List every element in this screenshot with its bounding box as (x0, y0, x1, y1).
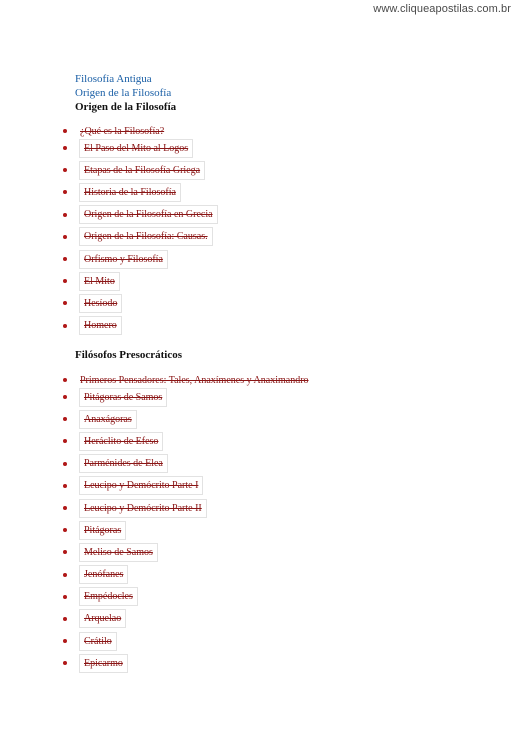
topic-link[interactable]: Origen de la Filosofía en Grecia (79, 205, 218, 224)
list-item (60, 519, 314, 541)
topic-link[interactable]: Historia de la Filosofía (79, 183, 181, 202)
bullet-icon (63, 301, 67, 305)
topic-list-origen (60, 125, 218, 337)
bullet-icon (63, 639, 67, 643)
page-title: Origen de la Filosofía (75, 101, 177, 113)
list-item (60, 137, 218, 159)
list-item (60, 204, 218, 226)
bullet-icon (63, 257, 67, 261)
list-item (60, 652, 314, 674)
bullet-icon (63, 235, 67, 239)
list-item (60, 475, 314, 497)
section-heading-presocraticos: Filósofos Presocráticos (75, 349, 183, 361)
list-item (60, 453, 314, 475)
list-item (60, 564, 314, 586)
topic-link[interactable]: Hesíodo (79, 294, 122, 313)
bullet-icon (63, 129, 67, 133)
list-item (60, 270, 218, 292)
topic-link[interactable]: Crátilo (79, 632, 117, 651)
bullet-icon (63, 595, 67, 599)
bullet-icon (63, 279, 67, 283)
list-item (60, 430, 314, 452)
topic-link[interactable]: El Paso del Mito al Logos (79, 139, 193, 158)
topic-link[interactable]: Meliso de Samos (79, 543, 158, 562)
list-item (60, 586, 314, 608)
list-item (60, 408, 314, 430)
topic-link[interactable]: ¿Qué es la Filosofía? (80, 125, 165, 137)
list-item (60, 226, 218, 248)
topic-link[interactable]: El Mito (79, 272, 120, 291)
bullet-icon (63, 190, 67, 194)
list-item (60, 497, 314, 519)
bullet-icon (63, 506, 67, 510)
bullet-icon (63, 146, 67, 150)
topic-link[interactable]: Leucipo y Demócrito Parte II (79, 499, 207, 518)
bullet-icon (63, 439, 67, 443)
bullet-icon (63, 168, 67, 172)
bullet-icon (63, 213, 67, 217)
topic-link[interactable]: Parménides de Elea (79, 454, 168, 473)
topic-link[interactable]: Etapas de la Filosofía Griega (79, 161, 205, 180)
topic-link[interactable]: Homero (79, 316, 122, 335)
topic-link[interactable]: Origen de la Filosofía: Causas. (79, 227, 213, 246)
bullet-icon (63, 417, 67, 421)
topic-link[interactable]: Epicarmo (79, 654, 128, 673)
bullet-icon (63, 378, 67, 382)
topic-link[interactable]: Primeros Pensadores: Tales, Anaxímenes y Anaximandro (80, 374, 309, 386)
topic-link[interactable]: Heráclito de Efeso (79, 432, 163, 451)
breadcrumb (75, 72, 176, 114)
topic-link[interactable]: Arquelao (79, 609, 126, 628)
list-item (60, 630, 314, 652)
topic-link[interactable]: Empédocles (79, 587, 138, 606)
site-url-header: www.cliqueapostilas.com.br (373, 3, 511, 15)
bullet-icon (63, 462, 67, 466)
list-item (60, 386, 314, 408)
breadcrumb-link-filosofia-antigua[interactable]: Filosofía Antigua (75, 73, 152, 85)
bullet-icon (63, 395, 67, 399)
bullet-icon (63, 550, 67, 554)
list-item (60, 541, 314, 563)
list-item (60, 125, 218, 137)
list-item (60, 248, 218, 270)
topic-link[interactable]: Jenófanes (79, 565, 128, 584)
list-item (60, 315, 218, 337)
bullet-icon (63, 573, 67, 577)
bullet-icon (63, 324, 67, 328)
list-item (60, 292, 218, 314)
topic-link[interactable]: Pitágoras (79, 521, 126, 540)
breadcrumb-link-origen-filosofia[interactable]: Origen de la Filosofía (75, 87, 172, 99)
topic-list-presocraticos (60, 374, 314, 674)
topic-link[interactable]: Pitágoras de Samos (79, 388, 167, 407)
list-item (60, 608, 314, 630)
bullet-icon (63, 617, 67, 621)
list-item (60, 374, 314, 386)
list-item (60, 181, 218, 203)
bullet-icon (63, 484, 67, 488)
bullet-icon (63, 528, 67, 532)
topic-link[interactable]: Anaxágoras (79, 410, 137, 429)
bullet-icon (63, 661, 67, 665)
topic-link[interactable]: Leucipo y Demócrito Parte I (79, 476, 203, 495)
list-item (60, 159, 218, 181)
topic-link[interactable]: Orfismo y Filosofía (79, 250, 168, 269)
